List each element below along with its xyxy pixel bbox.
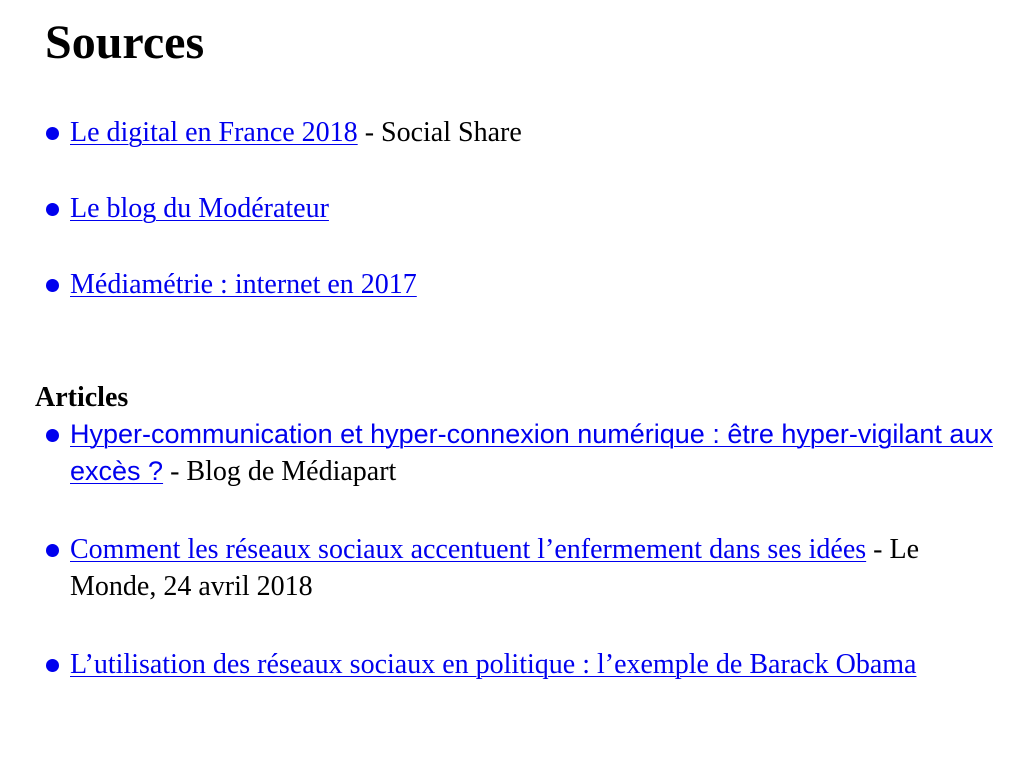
- source-link[interactable]: Le digital en France 2018: [70, 117, 358, 148]
- source-attribution: - Social Share: [357, 117, 522, 148]
- list-item: [46, 266, 946, 303]
- bullet-icon: [46, 659, 59, 672]
- list-item: [46, 646, 946, 683]
- articles-heading: Articles: [35, 382, 129, 413]
- source-link[interactable]: Le blog du Modérateur: [70, 193, 329, 224]
- article-attribution: - Le Monde, 24 avril 2018: [70, 534, 920, 602]
- list-item: [46, 190, 946, 227]
- bullet-icon: [46, 429, 59, 442]
- article-link[interactable]: Hyper-communication et hyper-connexion numérique : être hyper-vigilant aux excès ?: [70, 419, 993, 486]
- list-item: [46, 114, 946, 151]
- bullet-icon: [46, 544, 59, 557]
- page-title: Sources: [45, 16, 205, 69]
- article-link[interactable]: Comment les réseaux sociaux accentuent l’enfermement dans ses idées: [70, 534, 867, 565]
- article-link[interactable]: L’utilisation des réseaux sociaux en politique : l’exemple de Barack Obama: [70, 649, 917, 680]
- list-item: [46, 416, 996, 490]
- source-link[interactable]: Médiamétrie : internet en 2017: [70, 269, 417, 300]
- bullet-icon: [46, 279, 59, 292]
- article-attribution: - Blog de Médiapart: [163, 456, 397, 487]
- bullet-icon: [46, 203, 59, 216]
- list-item: [46, 531, 996, 605]
- bullet-icon: [46, 127, 59, 140]
